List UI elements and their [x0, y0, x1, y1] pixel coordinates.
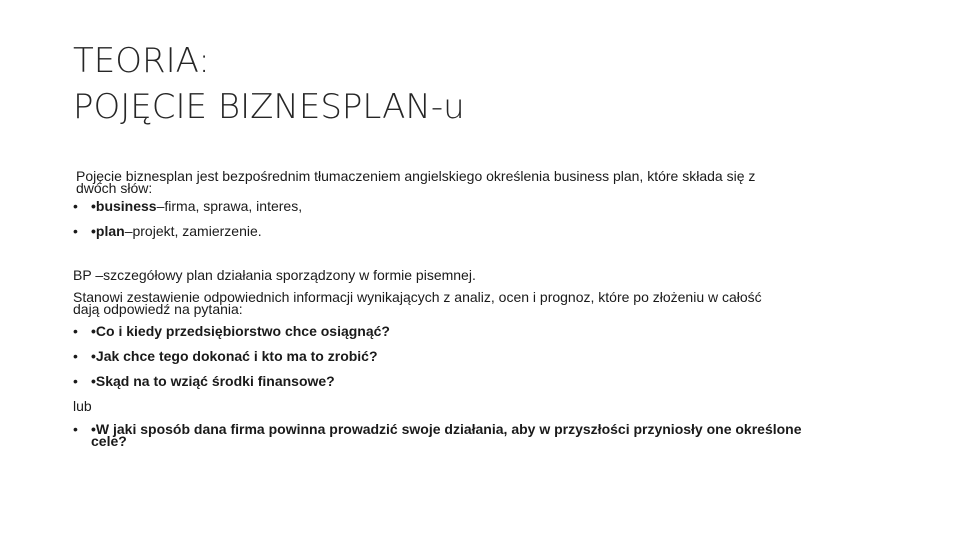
bullet-dot: •: [73, 198, 78, 214]
statement-paragraph: [73, 291, 903, 315]
slide-title: [73, 38, 873, 130]
title-line-1: TEORIA:: [73, 41, 210, 81]
term-definition: –projekt, zamierzenie.: [124, 223, 262, 239]
intro-paragraph: [73, 170, 903, 194]
title-line-2: POJĘCIE BIZNESPLAN-u: [73, 87, 465, 127]
statement-line-1: Stanowi zestawienie odpowiednich informacji wynikających z analiz, ocen i prognoz, które po złożeniu w całość: [73, 289, 762, 305]
bullet-dot: •: [73, 348, 78, 364]
question-item: [73, 348, 903, 365]
question-text: •Jak chce tego dokonać i kto ma to zrobić?: [91, 348, 378, 364]
term-item: [73, 223, 903, 240]
term-item: [73, 198, 903, 215]
term-definition: –firma, sprawa, interes,: [156, 198, 303, 214]
question-item: [73, 373, 903, 390]
question-line-1: •W jaki sposób dana firma powinna prowadzić swoje działania, aby w przyszłości przyniosły one określone: [91, 421, 802, 437]
term-lead: •plan: [91, 223, 125, 239]
question-text: •Co i kiedy przedsiębiorstwo chce osiągnąć?: [91, 323, 390, 339]
bullet-dot: •: [73, 421, 78, 437]
question-item: [73, 323, 903, 340]
statement-line-2: dają odpowiedź na pytania:: [73, 301, 243, 317]
slide-body: [73, 170, 903, 447]
bullet-dot: •: [73, 373, 78, 389]
bullet-dot: •: [73, 323, 78, 339]
question-line-2: cele?: [91, 433, 127, 449]
intro-line-1: Pojęcie biznesplan jest bezpośrednim tłumaczeniem angielskiego określenia business plan, które składa się z: [76, 168, 756, 184]
bullet-dot: •: [73, 223, 78, 239]
question-item-last: [73, 423, 903, 447]
or-word: lub: [73, 398, 92, 414]
intro-line-2: dwóch słów:: [76, 180, 153, 196]
question-text: •Skąd na to wziąć środki finansowe?: [91, 373, 335, 389]
bp-definition: BP –szczegółowy plan działania sporządzony w formie pisemnej.: [73, 267, 476, 283]
term-lead: •business: [91, 198, 157, 214]
